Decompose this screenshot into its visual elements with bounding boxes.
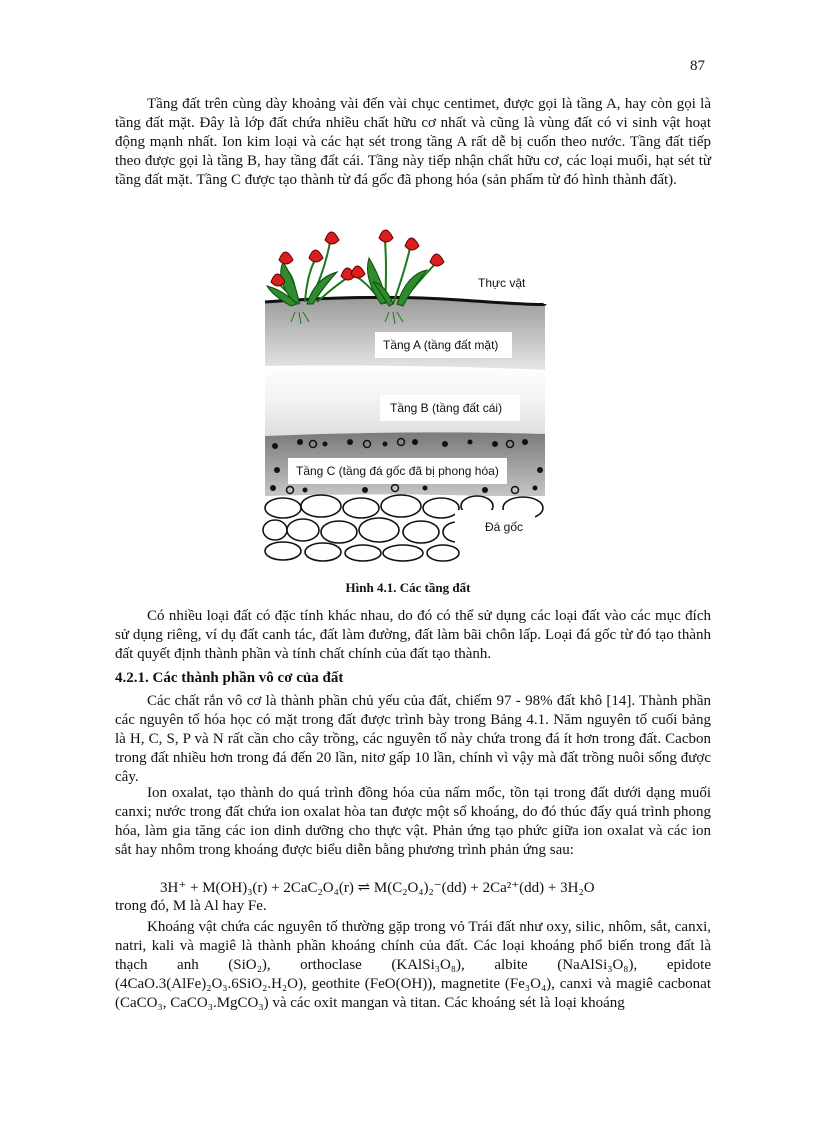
label-layer-b: Tầng B (tầng đất cái)	[380, 395, 520, 421]
paragraph-oxalate: Ion oxalat, tạo thành do quá trình đồng hóa của nấm mốc, tồn tại trong đất dưới dạng muối canxi; nước trong đất chứa ion oxalat hòa tan được một số khoáng, do đó thúc đẩy quá trình phong hóa, làm gia tăng các ion dinh dưỡng cho thực vật. Phản ứng tạo phức giữa ion oxalat và các ion sắt hay nhôm trong khoáng được biểu diễn bằng phương trình phản ứng sau:	[115, 785, 711, 858]
label-plants: Thực vật	[478, 276, 526, 290]
label-layer-c: Tầng C (tầng đá gốc đã bị phong hóa)	[288, 458, 507, 484]
paragraph-soil-layers: Tầng đất trên cùng dày khoảng vài đến vài chục centimet, được gọi là tầng A, hay còn gọi là tầng đất mặt. Đây là lớp đất chứa nhiều chất hữu cơ nhất và cũng là vùng đất có vi sinh vật hoạt động mạnh nhất. Ion kim loại và các hạt sét trong tầng A rất dễ bị cuốn theo nước. Tầng đất tiếp theo được gọi là tầng B, hay tầng đất cái. Tầng này tiếp nhận chất hữu cơ, các loại muối, hạt sét từ tầng đất mặt. Tầng C được tạo thành từ đá gốc đã phong hóa (sản phẩm từ đó hình thành đất).	[115, 96, 711, 188]
paragraph-soil-types: Có nhiều loại đất có đặc tính khác nhau, do đó có thể sử dụng các loại đất vào các mục đích sử dụng riêng, ví dụ đất canh tác, đất làm đường, đất làm bãi chôn lấp. Loại đá gốc từ đó tạo thành đất quyết định thành phần và tính chất chính của đất tạo thành.	[115, 608, 711, 662]
soil-layers-figure	[255, 220, 555, 565]
paragraph-minerals: Khoáng vật chứa các nguyên tố thường gặp trong vỏ Trái đất như oxy, silic, nhôm, sắt, canxi, natri, kali và magiê là thành phần khoáng chính của đất. Các loại khoáng phổ biến trong đất là thạch anh (SiO₂), orthoclase (KAlSi₃O₈), albite (NaAlSi₃O₈), epidote (4CaO.3(AlFe)₂O₃.6SiO₂.H₂O), geothite (FeO(OH)), magnetite (Fe₃O₄), canxi và magiê cacbonat (CaCO₃, CaCO₃.MgCO₃) và các oxit mangan và titan. Các khoáng sét là loại khoáng	[115, 919, 711, 1011]
label-layer-a: Tầng A (tầng đất mặt)	[375, 332, 512, 358]
paragraph-inorganic-components: Các chất rắn vô cơ là thành phần chủ yếu của đất, chiếm 97 - 98% đất khô [14]. Thành phần các nguyên tố hóa học có mặt trong đất được trình bày trong Bảng 4.1. Năm nguyên tố cuối bảng là H, C, S, P và N rất cần cho cây trồng, các nguyên tố này chứa trong đá ít hơn trong đất. Cacbon trong đất nhiều hơn trong đá đến 20 lần, nitơ gấp 10 lần, chính vì vậy mà đất trồng nuôi sống được cây.	[115, 693, 711, 785]
chemical-equation: 3H⁺ + M(OH)₃(r) + 2CaC₂O₄(r) ⇌ M(C₂O₄)₂⁻(dd) + 2Ca²⁺(dd) + 3H₂O	[160, 880, 595, 896]
page-number: 87	[690, 58, 705, 74]
section-heading: 4.2.1. Các thành phần vô cơ của đất	[115, 670, 344, 686]
figure-caption: Hình 4.1. Các tầng đất	[345, 580, 471, 595]
equation-note: trong đó, M là Al hay Fe.	[115, 898, 267, 914]
label-bedrock: Đá gốc	[455, 510, 535, 544]
